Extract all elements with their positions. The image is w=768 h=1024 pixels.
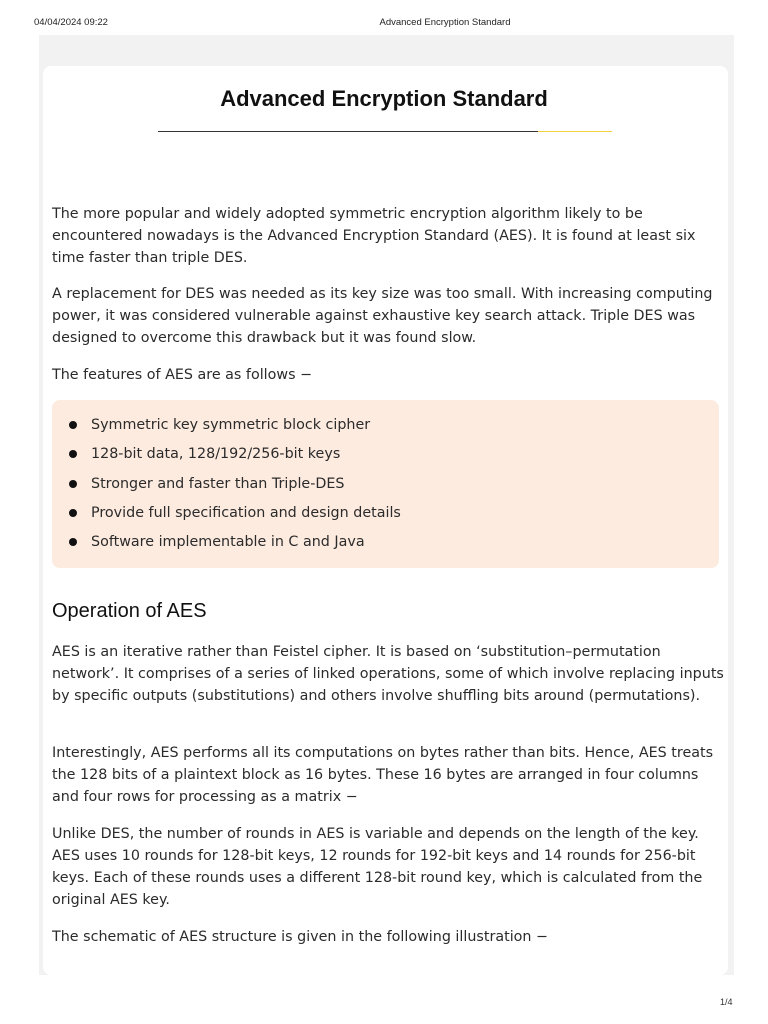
list-item [67,443,401,472]
replacement-paragraph: A replacement for DES was needed as its key size was too small. With increasing computing power, it was considered vulnerable against exhaustive key search attack. Triple DES was designed to overcome this drawback but it was found slow. [52,286,713,346]
section-heading: Operation of AES [52,600,207,622]
print-header [0,17,768,31]
feature-text: Stronger and faster than Triple-DES [91,475,345,492]
print-date: 04/04/2024 09:22 [34,17,108,28]
list-item [67,502,401,531]
list-item [67,414,401,443]
title-underline-accent [538,131,612,132]
print-title: Advanced Encryption Standard [379,17,511,28]
features-intro: The features of AES are as follows − [52,367,313,383]
operation-paragraph-3: Unlike DES, the number of rounds in AES is variable and depends on the length of the key. AES uses 10 rounds for 128-bit keys, 12 rounds for 192-bit keys and 14 rounds for 256-bit keys. Each of these rounds uses a different 128-bit round key, which is calculated from the original AES key. [52,826,703,908]
bullet-icon [69,450,77,458]
features-list [67,414,401,560]
list-item [67,531,401,560]
title-underline [158,131,538,132]
feature-text: 128-bit data, 128/192/256-bit keys [91,446,341,463]
feature-text: Provide full specification and design details [91,504,401,521]
article-title: Advanced Encryption Standard [220,86,548,111]
operation-paragraph-2: Interestingly, AES performs all its computations on bytes rather than bits. Hence, AES treats the 128 bits of a plaintext block as 16 bytes. These 16 bytes are arranged in four columns and four rows for processing as a matrix − [52,745,714,805]
features-box [52,400,719,568]
intro-paragraph: The more popular and widely adopted symmetric encryption algorithm likely to be encountered nowadays is the Advanced Encryption Standard (AES). It is found at least six time faster than triple DES. [52,206,696,266]
bullet-icon [69,538,77,546]
operation-paragraph-1: AES is an iterative rather than Feistel cipher. It is based on ‘substitution–permutation network’. It comprises of a series of linked operations, some of which involve replacing inputs by specific outputs (substitutions) and others involve shuffling bits around (permutations). [52,644,724,704]
page-number: 1/4 [720,997,733,1007]
feature-text: Software implementable in C and Java [91,534,365,551]
bullet-icon [69,421,77,429]
operation-paragraph-4: The schematic of AES structure is given in the following illustration − [52,929,549,945]
list-item [67,473,401,502]
bullet-icon [69,480,77,488]
bullet-icon [69,509,77,517]
feature-text: Symmetric key symmetric block cipher [91,417,371,433]
